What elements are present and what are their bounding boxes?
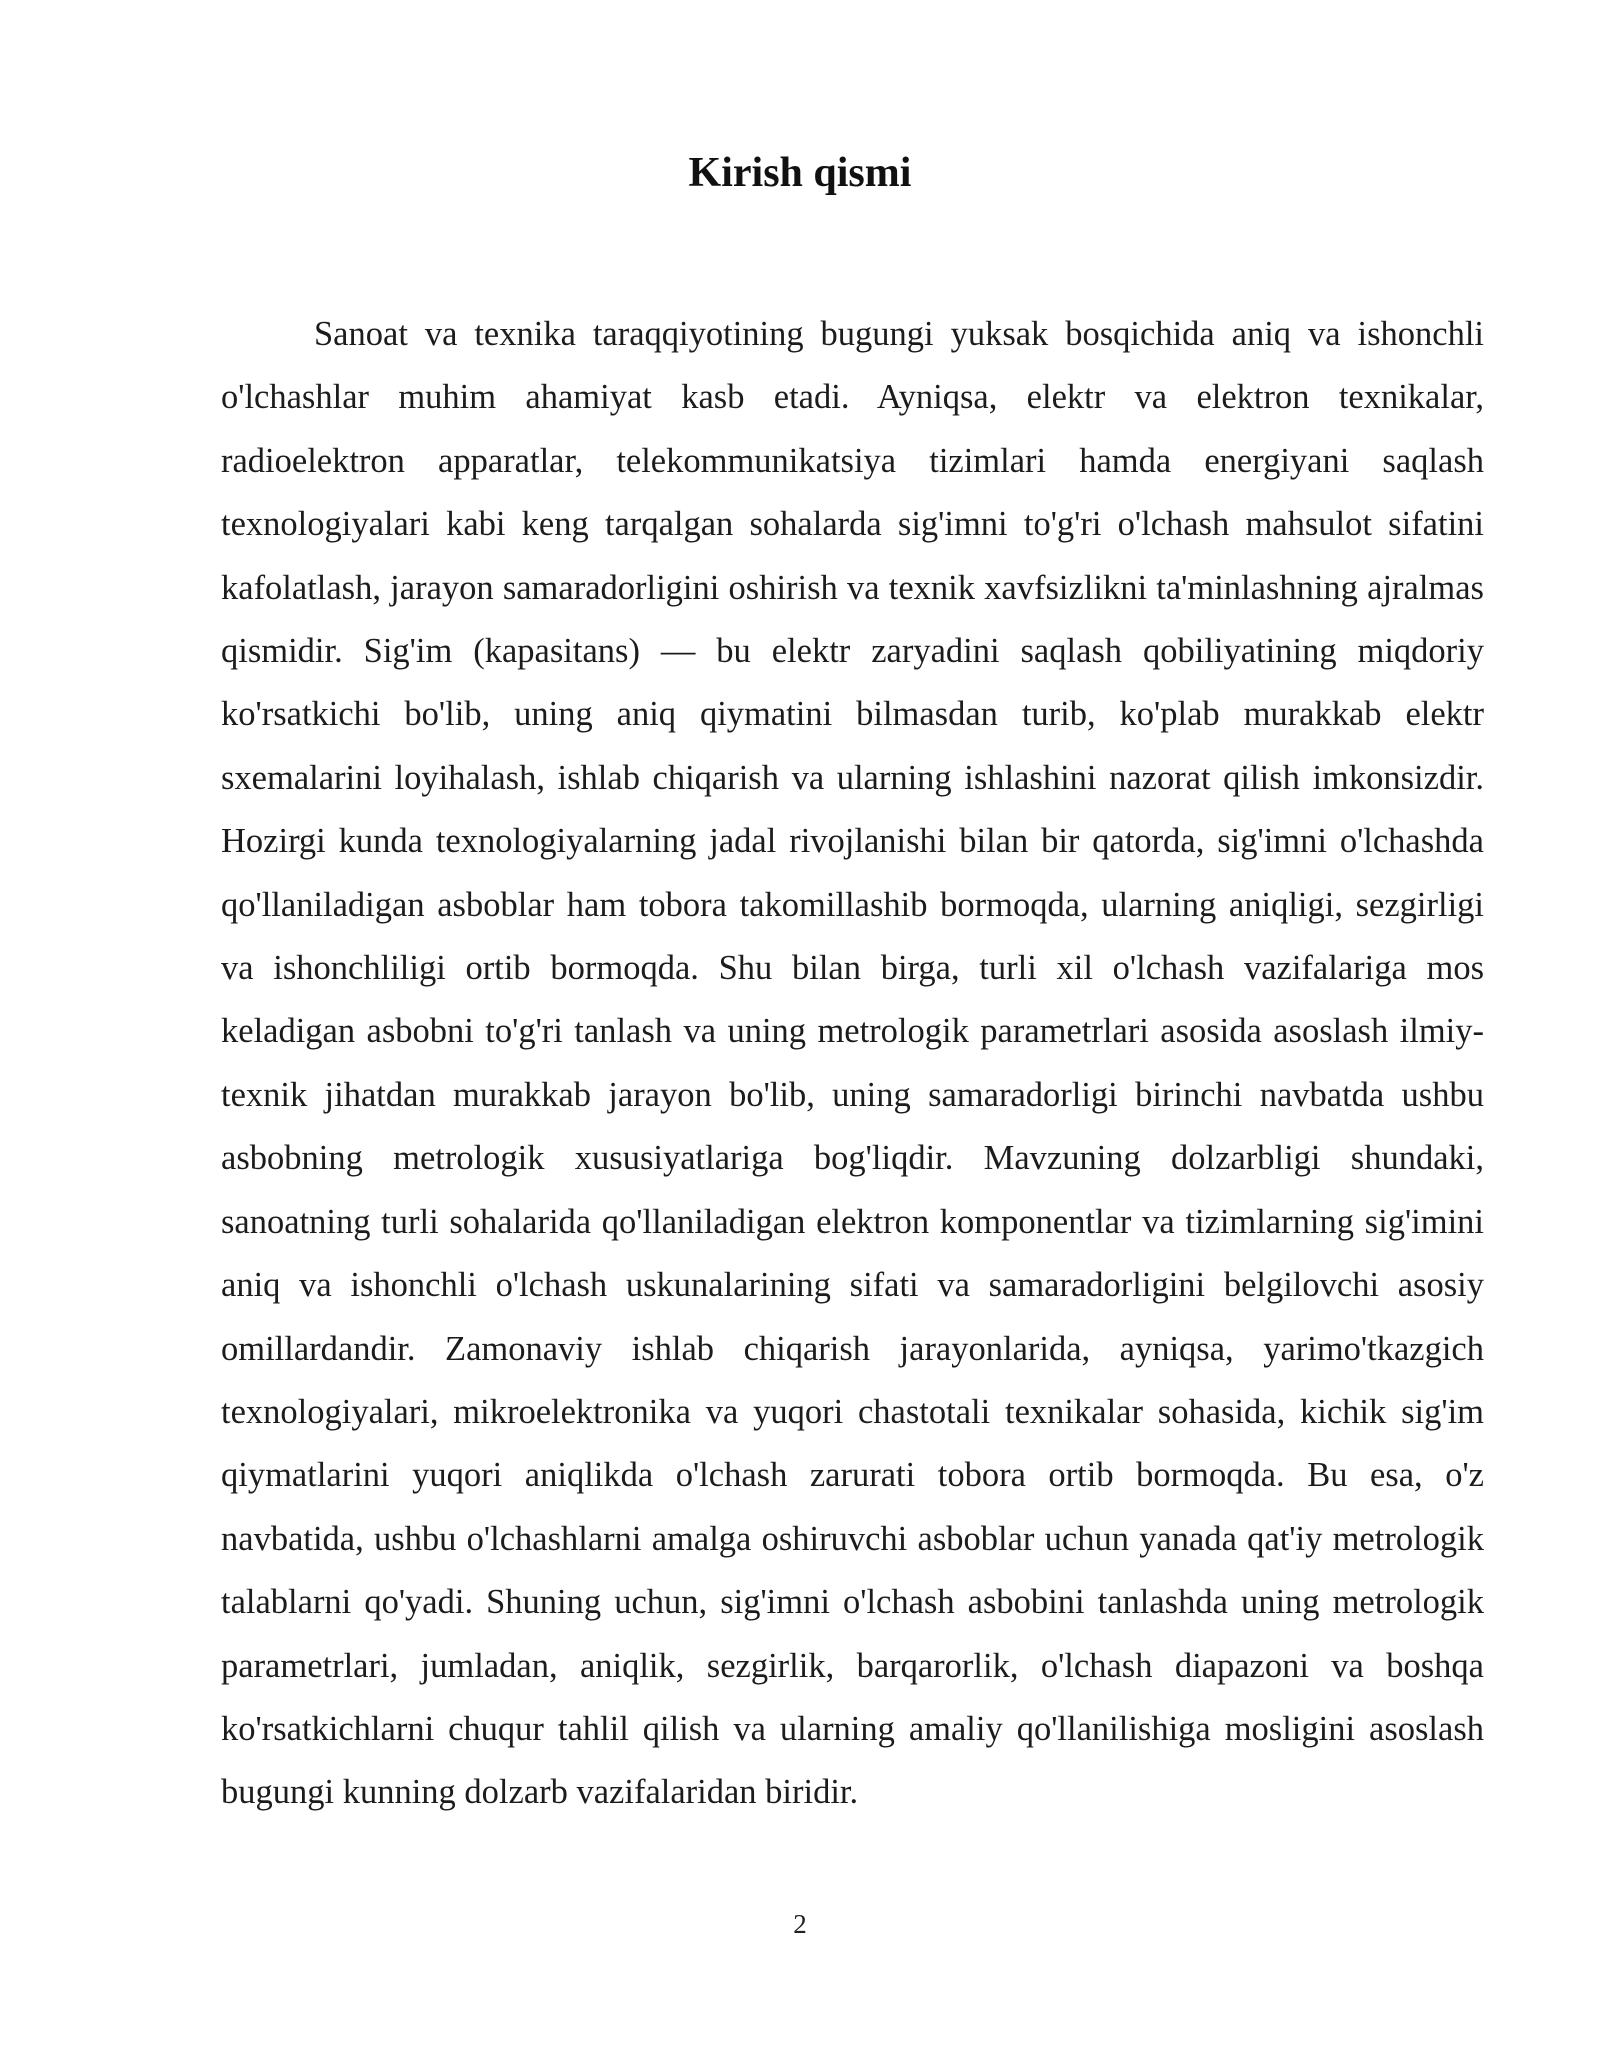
body-paragraph: Sanoat va texnika taraqqiyotining bugungi yuksak bosqichida aniq va ishonchli o'lchashlar muhim ahamiyat kasb etadi. Ayniqsa, elektr va elektron texnikalar, radioelektron apparatlar, telekommunikatsiya tizimlari hamda energiyani saqlash texnologiyalari kabi keng tarqalgan sohalarda sig'imni to'g'ri o'lchash mahsulot sifatini kafolatlash, jarayon samaradorligini oshirish va texnik xavfsizlikni ta'minlashning ajralmas qismidir. Sig'im (kapasitans) — bu elektr zaryadini saqlash qobiliyatining miqdoriy ko'rsatkichi bo'lib, uning aniq qiymatini bilmasdan turib, ko'plab murakkab elektr sxemalarini loyihalash, ishlab chiqarish va ularning ishlashini nazorat qilish imkonsizdir. Hozirgi kunda texnologiyalarning jadal rivojlanishi bilan bir qatorda, sig'imni o'lchashda qo'llaniladigan asboblar ham tobora takomillashib bormoqda, ularning aniqligi, sezgirligi va ishonchliligi ortib bormoqda. Shu bilan birga, turli xil o'lchash vazifalariga mos keladigan asbobni to'g'ri tanlash va uning metrologik parametrlari asosida asoslash ilmiy-texnik jihatdan murakkab jarayon bo'lib, uning samaradorligi birinchi navbatda ushbu asbobning metrologik xususiyatlariga bog'liqdir. Mavzuning dolzarbligi shundaki, sanoatning turli sohalarida qo'llaniladigan elektron komponentlar va tizimlarning sig'imini aniq va ishonchli o'lchash uskunalarining sifati va samaradorligini belgilovchi asosiy omillardandir. Zamonaviy ishlab chiqarish jarayonlarida, ayniqsa, yarimo'tkazgich texnologiyalari, mikroelektronika va yuqori chastotali texnikalar sohasida, kichik sig'im qiymatlarini yuqori aniqlikda o'lchash zarurati tobora ortib bormoqda. Bu esa, o'z navbatida, ushbu o'lchashlarni amalga oshiruvchi asboblar uchun yanada qat'iy metrologik talablarni qo'yadi. Shuning uchun, sig'imni o'lchash asbobini tanlashda uning metrologik parametrlari, jumladan, aniqlik, sezgirlik, barqarorlik, o'lchash diapazoni va boshqa ko'rsatkichlarni chuqur tahlil qilish va ularning amaliy qo'llanilishiga mosligini asoslash bugungi kunning dolzarb vazifalaridan biridir.	[221, 315, 1484, 1812]
page-number: 2	[793, 1909, 807, 1939]
section-heading: Kirish qismi	[688, 150, 912, 196]
